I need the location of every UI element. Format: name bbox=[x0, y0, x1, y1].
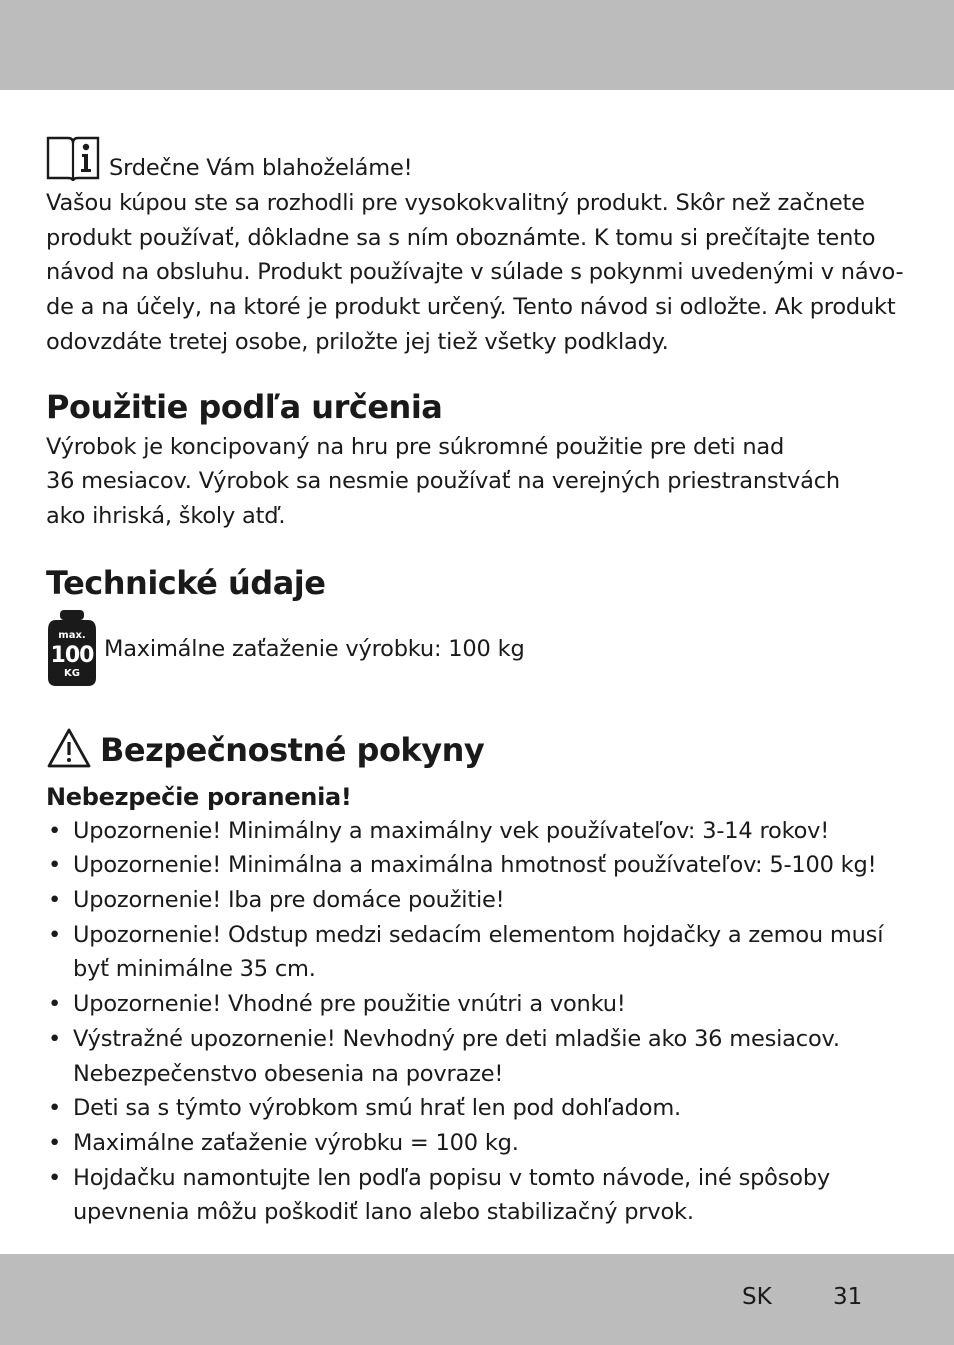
usage-line: ako ihriská, školy atď. bbox=[46, 502, 286, 529]
list-item bbox=[46, 1161, 916, 1230]
list-item-text: Hojdačku namontujte len podľa popisu v tomto návode, iné spôsoby bbox=[73, 1164, 831, 1191]
list-item-text: upevnenia môžu poškodiť lano alebo stabilizačný prvok. bbox=[73, 1199, 694, 1226]
intro-greeting: Srdečne Vám blahoželáme! bbox=[109, 155, 413, 182]
footer-language: SK bbox=[742, 1284, 772, 1310]
technical-max-load: Maximálne zaťaženie výrobku: 100 kg bbox=[104, 636, 525, 663]
list-item-text: Nebezpečenstvo obesenia na povraze! bbox=[73, 1060, 504, 1087]
weight-icon-value: 100 bbox=[50, 642, 94, 668]
list-item bbox=[46, 1126, 916, 1161]
intro-header bbox=[46, 130, 916, 186]
list-item bbox=[46, 848, 916, 883]
usage-line: 36 mesiacov. Výrobok sa nesmie používať na verejných priestranstvách bbox=[46, 468, 840, 495]
intro-line: de a na účely, na ktoré je produkt určený. Tento návod si odložte. Ak produkt bbox=[46, 294, 896, 321]
usage-paragraph bbox=[46, 430, 916, 534]
list-item-text: Deti sa s týmto výrobkom smú hrať len pod dohľadom. bbox=[73, 1095, 681, 1122]
safety-list bbox=[46, 814, 916, 1230]
list-item bbox=[46, 814, 916, 849]
intro-line: Vašou kúpou ste sa rozhodli pre vysokokvalitný produkt. Skôr než začnete bbox=[46, 190, 865, 216]
usage-line: Výrobok je koncipovaný na hru pre súkromné použitie pre deti nad bbox=[46, 433, 785, 460]
header-band bbox=[0, 0, 954, 90]
safety-subheading: Nebezpečie poranenia! bbox=[46, 782, 352, 811]
safety-heading: Bezpečnostné pokyny bbox=[100, 730, 485, 769]
usage-heading: Použitie podľa určenia bbox=[46, 387, 443, 426]
list-item-text: Maximálne zaťaženie výrobku = 100 kg. bbox=[73, 1129, 519, 1156]
list-item-text: Upozornenie! Minimálny a maximálny vek používateľov: 3-14 rokov! bbox=[73, 817, 830, 844]
list-item-text: Výstražné upozornenie! Nevhodný pre deti mladšie ako 36 mesiacov. bbox=[73, 1025, 840, 1052]
intro-line: produkt používať, dôkladne sa s ním oboznámte. K tomu si prečítajte tento bbox=[46, 224, 876, 251]
intro-paragraph bbox=[46, 186, 916, 360]
list-item bbox=[46, 987, 916, 1022]
list-item bbox=[46, 918, 916, 987]
weight-icon-max-label: max. bbox=[58, 629, 86, 641]
list-item-text: Upozornenie! Vhodné pre použitie vnútri a vonku! bbox=[73, 991, 626, 1018]
list-item-text: Upozornenie! Odstup medzi sedacím elementom hojdačky a zemou musí bbox=[73, 921, 884, 948]
list-item-text: Upozornenie! Minimálna a maximálna hmotnosť používateľov: 5-100 kg! bbox=[73, 852, 877, 879]
weight-icon bbox=[46, 608, 98, 692]
list-item bbox=[46, 883, 916, 918]
info-book-icon bbox=[46, 132, 101, 186]
page-number: 31 bbox=[833, 1284, 863, 1310]
technical-heading: Technické údaje bbox=[46, 563, 326, 602]
list-item-text: byť minimálne 35 cm. bbox=[73, 956, 316, 983]
technical-max-load-row bbox=[46, 608, 916, 692]
list-item-text: Upozornenie! Iba pre domáce použitie! bbox=[73, 887, 505, 914]
page-content bbox=[46, 130, 916, 1230]
intro-line: návod na obsluhu. Produkt používajte v súlade s pokynmi uvedenými v návo- bbox=[46, 259, 904, 286]
list-item bbox=[46, 1022, 916, 1091]
weight-icon-unit: KG bbox=[64, 667, 80, 679]
warning-triangle-icon bbox=[46, 727, 92, 773]
footer-band bbox=[0, 1254, 954, 1345]
safety-header bbox=[46, 726, 916, 774]
list-item bbox=[46, 1091, 916, 1126]
intro-line: odovzdáte tretej osobe, priložte jej tiež všetky podklady. bbox=[46, 328, 669, 355]
